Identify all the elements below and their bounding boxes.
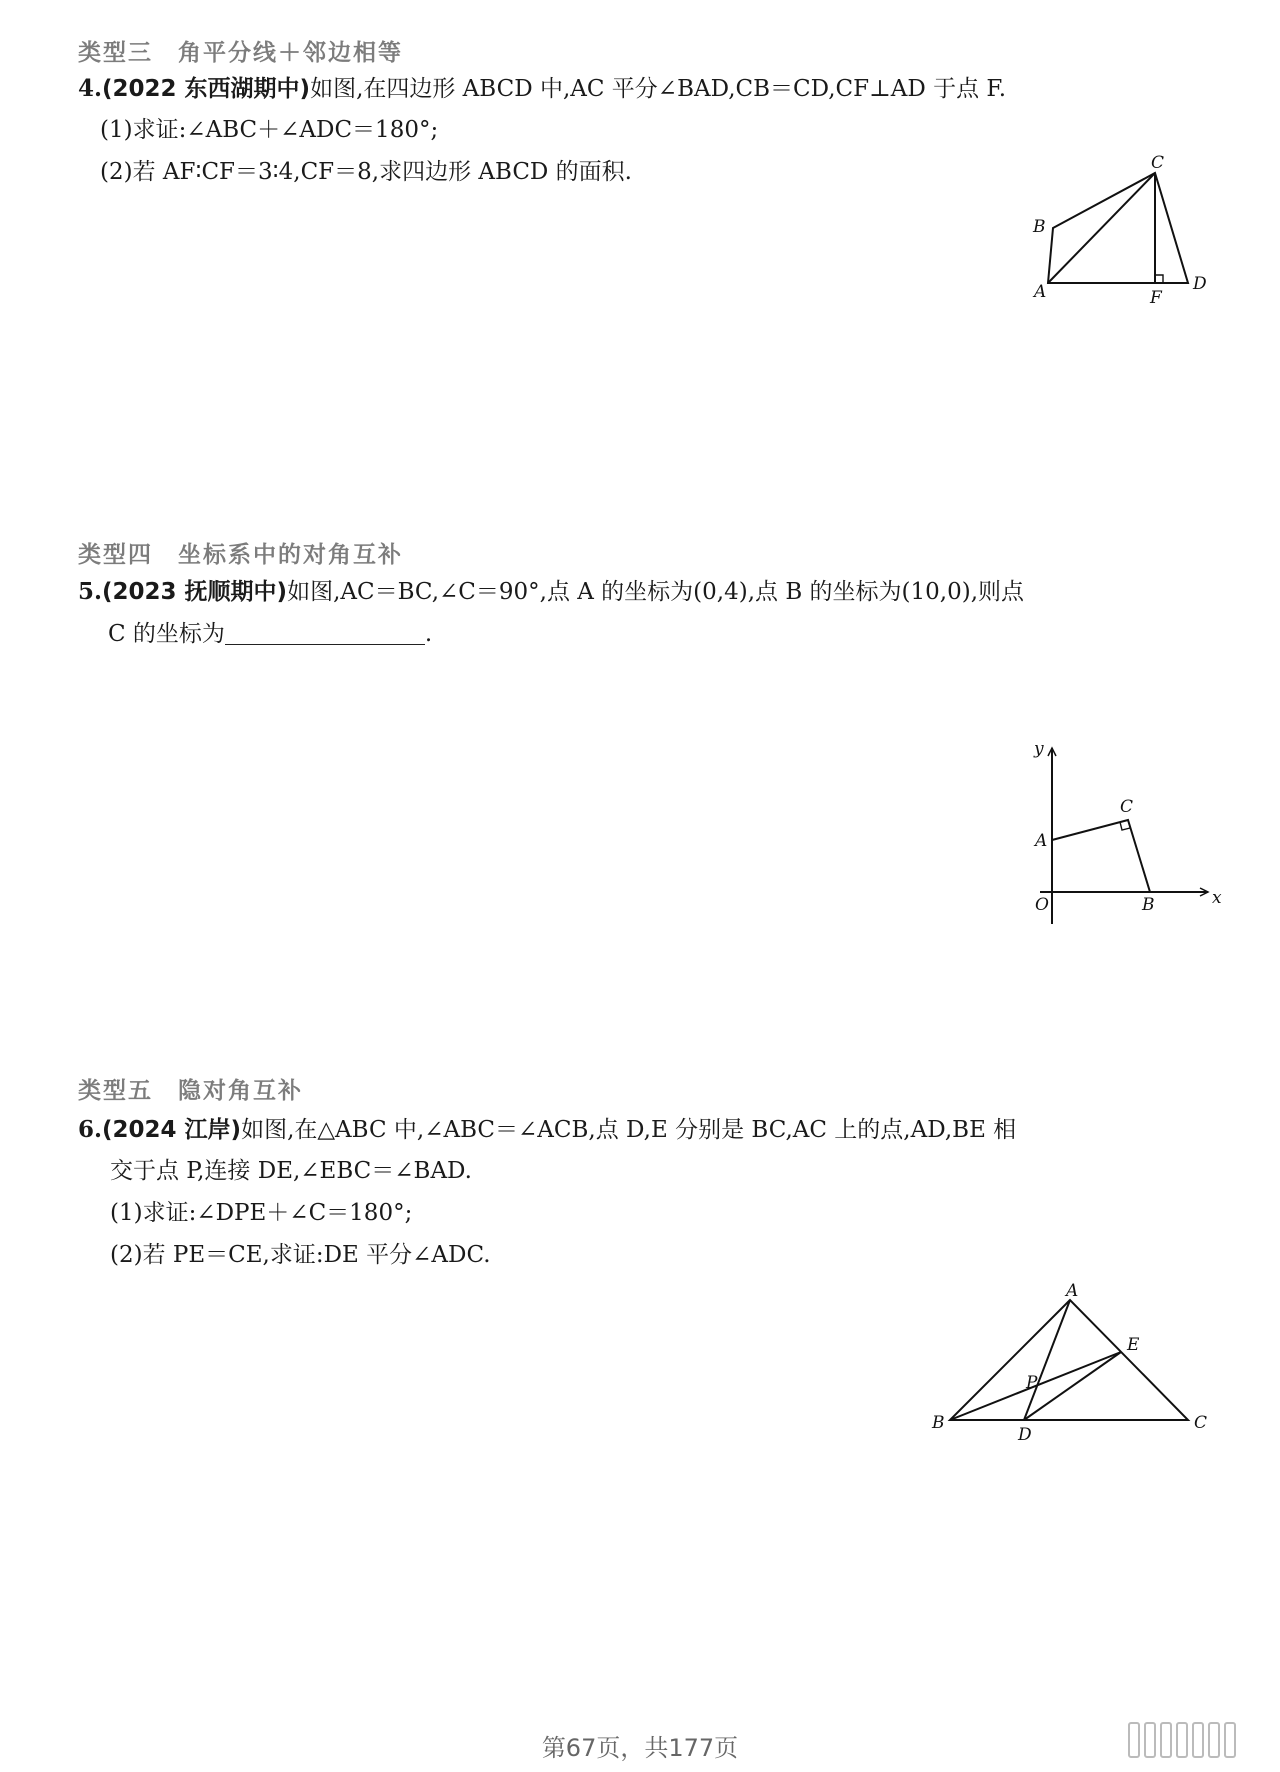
label-c: C <box>1151 153 1165 173</box>
label-c: C <box>1120 797 1134 817</box>
problem4-part1: (1)求证:∠ABC＋∠ADC＝180°; <box>100 117 439 143</box>
answer-blank[interactable] <box>225 622 425 645</box>
problem-number: 6. <box>78 1116 103 1143</box>
label-y: y <box>1034 739 1044 759</box>
problem-number: 5. <box>78 578 103 605</box>
label-e: E <box>1127 1335 1140 1355</box>
label-b: B <box>1142 895 1155 915</box>
problem-text: 如图,在四边形 ABCD 中,AC 平分∠BAD,CB＝CD,CF⊥AD 于点 F. <box>310 76 1007 102</box>
page-footer: 第67页，共177页 <box>541 1734 739 1762</box>
segments-a-c-b <box>1052 820 1150 892</box>
problem-text: C 的坐标为 <box>108 621 225 647</box>
section-title-type3: 类型三 角平分线＋邻边相等 <box>78 40 403 66</box>
problem-number: 4. <box>78 75 103 102</box>
problem6-stem2: 交于点 P,连接 DE,∠EBC＝∠BAD. <box>110 1158 472 1184</box>
section-title-type5: 类型五 隐对角互补 <box>78 1078 303 1104</box>
problem-text: 如图,在△ABC 中,∠ABC＝∠ACB,点 D,E 分别是 BC,AC 上的点,AD,BE 相 <box>241 1117 1017 1143</box>
label-f: F <box>1150 288 1162 308</box>
label-d: D <box>1018 1425 1032 1445</box>
problem4-part2: (2)若 AF∶CF＝3∶4,CF＝8,求四边形 ABCD 的面积. <box>100 159 632 185</box>
problem-text: . <box>424 621 433 647</box>
problem6-part1: (1)求证:∠DPE＋∠C＝180°; <box>110 1200 413 1226</box>
label-d: D <box>1193 274 1207 294</box>
problem-source: (2024 江岸) <box>102 1117 242 1143</box>
problem6-figure <box>930 1281 1230 1462</box>
problem4-figure <box>1010 153 1210 320</box>
quadrilateral-abcd <box>1048 173 1188 283</box>
problem-text: 如图,AC＝BC,∠C＝90°,点 A 的坐标为(0,4),点 B 的坐标为(10,0),则点 <box>287 579 1025 605</box>
problem4-stem <box>78 77 1006 101</box>
problem-source: (2023 抚顺期中) <box>102 579 288 605</box>
segment-de <box>1024 1352 1121 1420</box>
label-b: B <box>1033 217 1046 237</box>
right-angle-mark <box>1155 275 1163 283</box>
label-a: A <box>1066 1281 1079 1301</box>
section-title-type4: 类型四 坐标系中的对角互补 <box>78 542 403 568</box>
problem5-figure <box>1020 739 1222 922</box>
label-a: A <box>1035 831 1048 851</box>
problem-source: (2022 东西湖期中) <box>102 76 311 102</box>
label-o: O <box>1035 895 1049 915</box>
problem6-part2: (2)若 PE＝CE,求证:DE 平分∠ADC. <box>110 1242 491 1268</box>
segment-ad <box>1024 1300 1070 1420</box>
label-p: P <box>1026 1373 1038 1393</box>
watermark-bars <box>1128 1722 1240 1762</box>
problem5-line2 <box>108 622 432 646</box>
triangle-abc <box>950 1300 1188 1420</box>
problem5-stem <box>78 580 1024 604</box>
label-x: x <box>1212 888 1222 908</box>
problem6-stem1 <box>78 1118 1016 1142</box>
label-c: C <box>1194 1413 1208 1433</box>
label-a: A <box>1034 282 1047 302</box>
segment-ac <box>1048 173 1155 283</box>
label-b: B <box>932 1413 945 1433</box>
